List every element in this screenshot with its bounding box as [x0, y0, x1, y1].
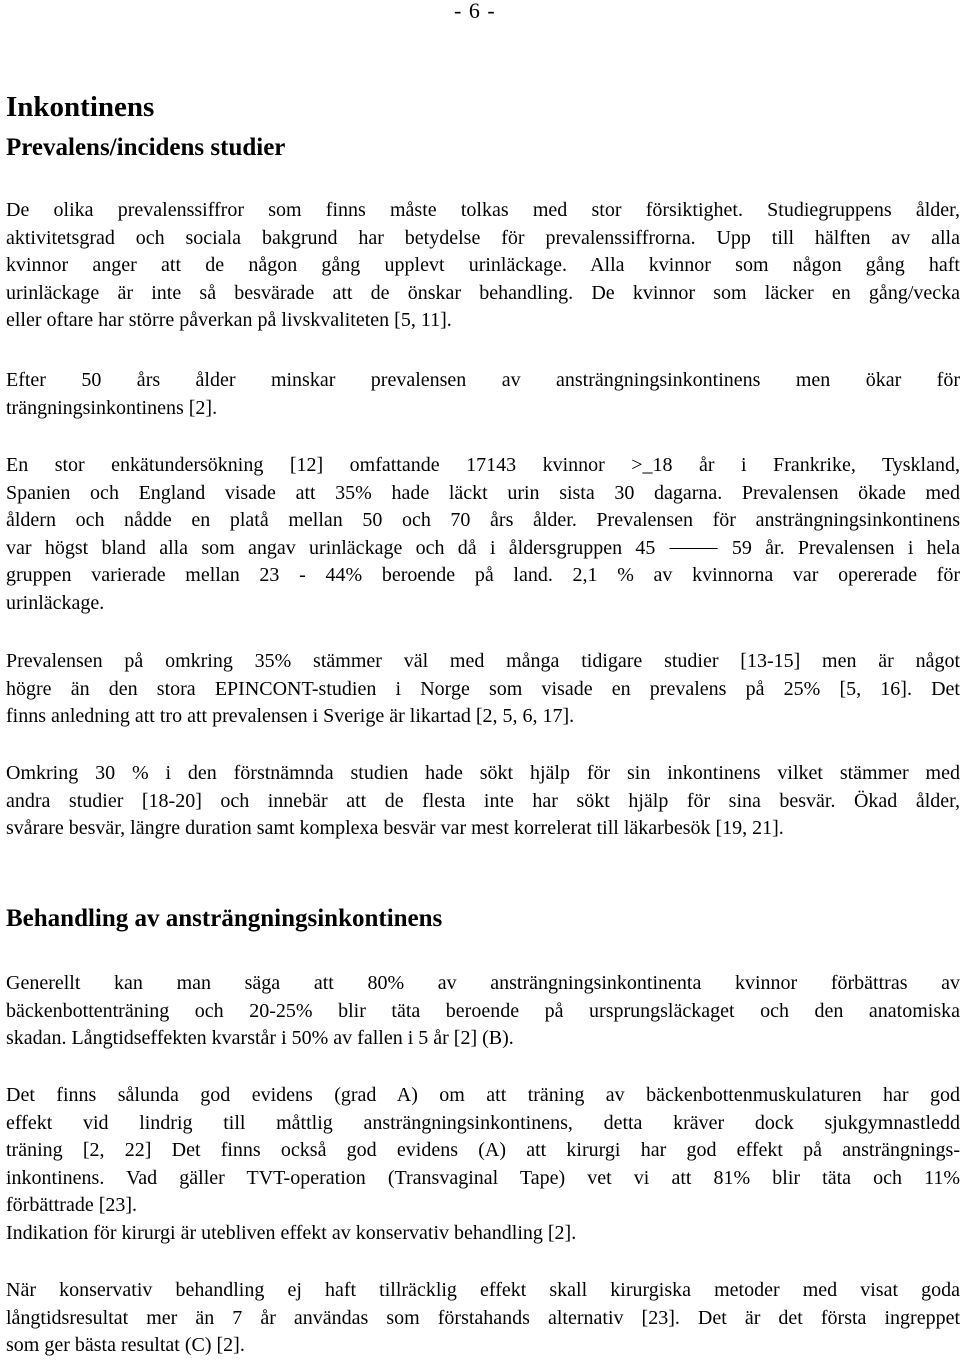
paragraph-prevalence-intro: [6, 197, 960, 335]
text-line: En stor enkätundersökning [12] omfattande 17143 kvinnor >_18 år i Frankrike, Tyskland,: [6, 454, 960, 476]
text-line: Prevalensen på omkring 35% stämmer väl med många tidigare studier [13-15] men är något: [6, 650, 960, 672]
text-line: åldern och nådde en platå mellan 50 och 70 års ålder. Prevalensen för ansträngningsinkontinens: [6, 509, 960, 531]
text-line: var högst bland alla som angav urinläckage och då i åldersgruppen 45 ⸻ 59 år. Prevalensen i hela: [6, 536, 960, 559]
paragraph-age-effect: [6, 367, 960, 422]
paragraph-prevalence-comparison: [6, 648, 960, 731]
text-line: aktivitetsgrad och sociala bakgrund har betydelse för prevalenssiffrorna. Upp till hälften av alla: [6, 226, 960, 249]
text-line: långtidsresultat mer än 7 år användas som förstahands alternativ [23]. Det är det första ingreppet: [6, 1306, 960, 1329]
text-line: träning [2, 22] Det finns också god evidens (A) att kirurgi har god effekt på ansträngnings-: [6, 1139, 960, 1161]
text-line: kvinnor anger att de någon gång upplevt urinläckage. Alla kvinnor som någon gång haft: [6, 254, 960, 276]
text-line: finns anledning att tro att prevalensen i Sverige är likartad [2, 5, 6, 17].: [6, 705, 575, 727]
text-line: Det finns sålunda god evidens (grad A) om att träning av bäckenbottenmuskulaturen har god: [6, 1084, 960, 1106]
text-line: svårare besvär, längre duration samt komplexa besvär var mest korrelerat till läkarbesök [19, 21].: [6, 817, 784, 839]
text-line: trängningsinkontinens [2].: [6, 396, 218, 419]
text-line: högre än den stora EPINCONT-studien i Norge som visade en prevalens på 25% [5, 16]. Det: [6, 677, 960, 700]
text-line: bäckenbottenträning och 20-25% blir täta beroende på ursprungsläckaget och den anatomiska: [6, 999, 960, 1022]
text-line: Efter 50 års ålder minskar prevalensen av ansträngningsinkontinens men ökar för: [6, 369, 960, 391]
text-line: inkontinens. Vad gäller TVT-operation (Transvaginal Tape) vet vi att 81% blir täta och 11%: [6, 1166, 960, 1189]
text-line: När konservativ behandling ej haft tillräcklig effekt skall kirurgiska metoder med visat goda: [6, 1279, 960, 1301]
text-line: förbättrade [23].: [6, 1194, 138, 1216]
text-line: Omkring 30 % i den förstnämnda studien hade sökt hjälp för sin inkontinens vilket stämmer med: [6, 762, 960, 784]
paragraph-treatment-overview: [6, 970, 960, 1053]
text-line: Indikation för kirurgi är utebliven effekt av konservativ behandling [2].: [6, 1221, 577, 1244]
paragraph-evidence: [6, 1082, 960, 1247]
text-line: effekt vid lindrig till måttlig ansträngningsinkontinens, detta kräver dock sjukgymnastledd: [6, 1111, 960, 1134]
page-number: - 6 -: [454, 0, 496, 23]
text-line: skadan. Långtidseffekten kvarstår i 50% av fallen i 5 år [2] (B).: [6, 1027, 514, 1049]
paragraph-survey: [6, 452, 960, 617]
section-heading: Behandling av ansträngningsinkontinens: [6, 905, 443, 932]
text-line: De olika prevalenssiffror som finns måste tolkas med stor försiktighet. Studiegruppens ålder,: [6, 199, 960, 221]
paragraph-help-seeking: [6, 760, 960, 843]
text-line: urinläckage.: [6, 591, 105, 614]
page-title: Inkontinens: [6, 91, 155, 123]
paragraph-surgery: [6, 1277, 960, 1360]
text-line: gruppen varierade mellan 23 - 44% beroende på land. 2,1 % av kvinnorna var opererade för: [6, 564, 960, 586]
text-line: Generellt kan man säga att 80% av ansträngningsinkontinenta kvinnor förbättras av: [6, 972, 960, 994]
text-line: urinläckage är inte så besvärade att de önskar behandling. De kvinnor som läcker en gång/vecka: [6, 281, 960, 304]
text-line: som ger bästa resultat (C) [2].: [6, 1334, 245, 1356]
text-line: Spanien och England visade att 35% hade läckt urin sista 30 dagarna. Prevalensen ökade med: [6, 481, 960, 504]
text-line: andra studier [18-20] och innebär att de flesta inte har sökt hjälp för sina besvär. Ökad ålder,: [6, 789, 960, 812]
page-subtitle: Prevalens/incidens studier: [6, 134, 286, 161]
text-line: eller oftare har större påverkan på livskvaliteten [5, 11].: [6, 309, 452, 331]
